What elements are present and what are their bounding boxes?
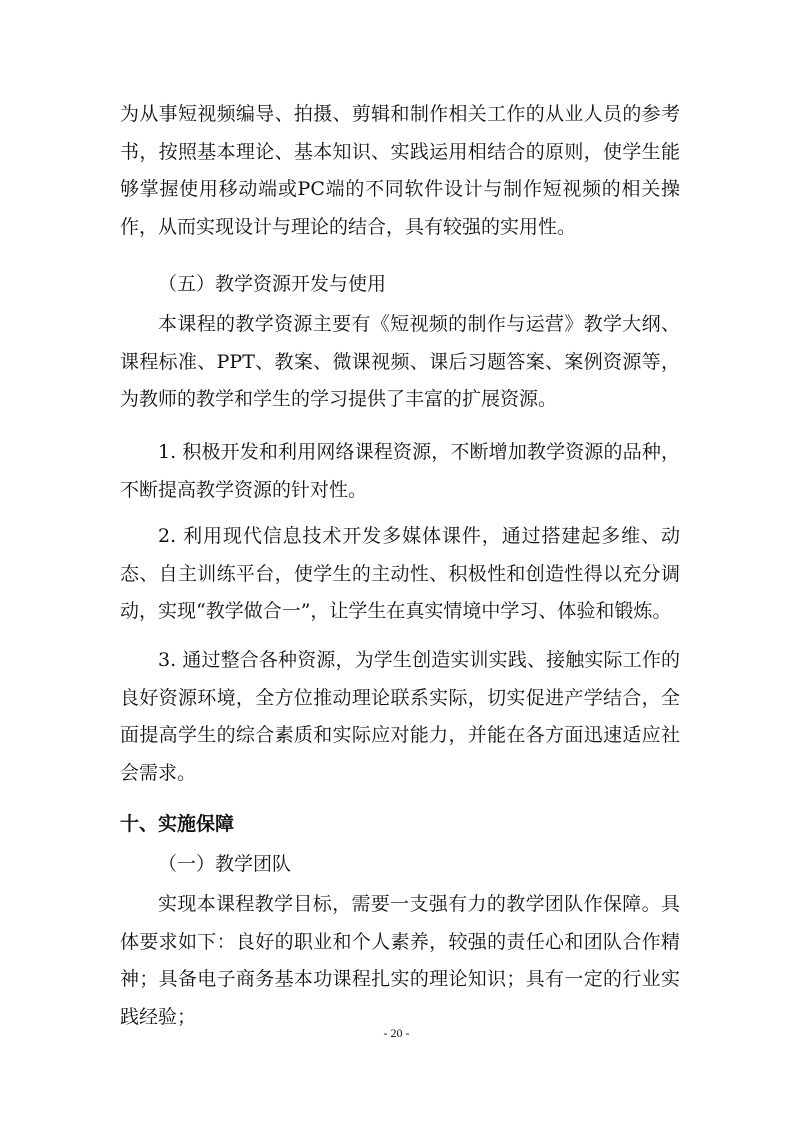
paragraph-resources-intro: 本课程的教学资源主要有《短视频的制作与运营》教学大纲、课程标准、PPT、教案、微课视频、课后习题答案、案例资源等，为教师的教学和学生的学习提供了丰富的扩展资源。	[120, 313, 680, 411]
section-heading-implementation: 十、实施保障	[120, 813, 235, 835]
list-item-1: 1. 积极开发和利用网络课程资源，不断增加教学资源的品种，不断提高教学资源的针对性。	[120, 441, 680, 501]
paragraph-textbook-continuation: 为从事短视频编导、拍摄、剪辑和制作相关工作的从业人员的参考书，按照基本理论、基本知识、实践运用相结合的原则，使学生能够掌握使用移动端或PC端的不同软件设计与制作短视频的相关操作，从而实现设计与理论的结合，具有较强的实用性。	[120, 103, 680, 238]
paragraph-teaching-team: 实现本课程教学目标，需要一支强有力的教学团队作保障。具体要求如下：良好的职业和个人素养，较强的责任心和团队合作精神；具备电子商务基本功课程扎实的理论知识；具有一定的行业实践经验；	[120, 893, 680, 1028]
list-item-2: 2. 利用现代信息技术开发多媒体课件，通过搭建起多维、动态、自主训练平台，使学生的主动性、积极性和创造性得以充分调动，实现“教学做合一”，让学生在真实情境中学习、体验和锻炼。	[120, 525, 680, 623]
subheading-teaching-resources: （五）教学资源开发与使用	[158, 273, 387, 295]
list-item-3: 3. 通过整合各种资源，为学生创造实训实践、接触实际工作的良好资源环境，全方位推动理论联系实际，切实促进产学结合，全面提高学生的综合素质和实际应对能力，并能在各方面迅速适应社会需求。	[120, 649, 680, 784]
page-number: - 20 -	[383, 1026, 410, 1040]
subheading-teaching-team: （一）教学团队	[158, 853, 292, 875]
